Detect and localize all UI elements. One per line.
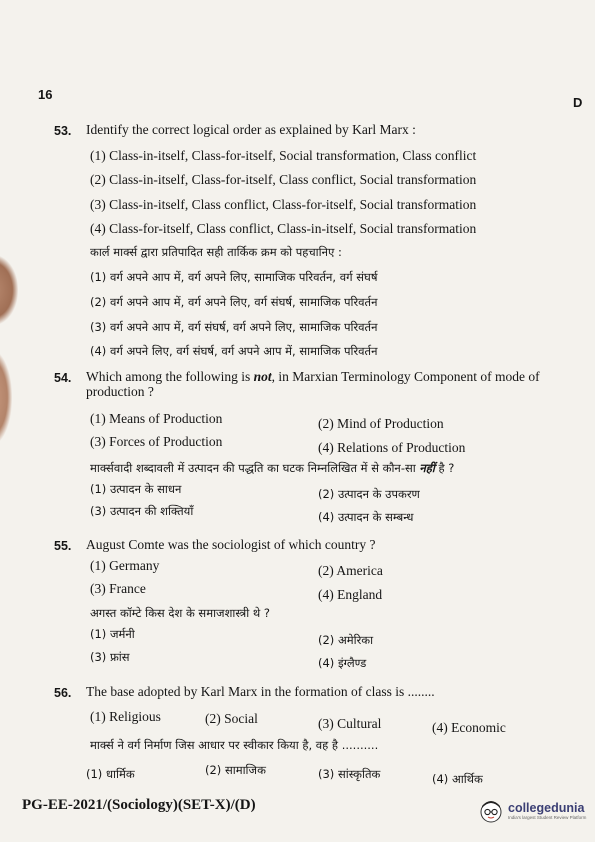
question-56-option-4: (4) Economic bbox=[432, 720, 506, 735]
question-54-option-1-hindi: (1) उत्पादन के साधन bbox=[90, 482, 182, 496]
question-56-option-1: (1) Religious bbox=[90, 709, 161, 724]
question-53-option-2-hindi: (2) वर्ग अपने आप में, वर्ग अपने लिए, वर्ग संघर्ष, सामाजिक परिवर्तन bbox=[90, 295, 378, 309]
question-56-number: 56. bbox=[54, 686, 72, 700]
footer-exam-code: PG-EE-2021/(Sociology)(SET-X)/(D) bbox=[22, 797, 256, 813]
question-54-text-hindi-end: है ? bbox=[434, 461, 455, 475]
question-56-option-4-hindi: (4) आर्थिक bbox=[432, 772, 483, 786]
question-54-number: 54. bbox=[54, 371, 72, 385]
question-53-number: 53. bbox=[54, 124, 72, 138]
question-55-text-hindi: अगस्त कॉम्टे किस देश के समाजशास्त्री थे ? bbox=[90, 606, 270, 620]
question-53-option-3: (3) Class-in-itself, Class conflict, Class-for-itself, Social transformation bbox=[90, 197, 477, 212]
question-53-text: Identify the correct logical order as explained by Karl Marx : bbox=[86, 122, 416, 137]
page-number: 16 bbox=[38, 87, 53, 102]
mascot-icon bbox=[478, 798, 504, 824]
question-53-text-hindi: कार्ल मार्क्स द्वारा प्रतिपादित सही तार्किक क्रम को पहचानिए : bbox=[90, 245, 342, 259]
question-54-option-3-hindi: (3) उत्पादन की शक्तियाँ bbox=[90, 504, 194, 518]
question-56-option-3-hindi: (3) सांस्कृतिक bbox=[318, 767, 381, 781]
question-55-number: 55. bbox=[54, 539, 72, 553]
question-54-option-1: (1) Means of Production bbox=[90, 411, 223, 426]
question-55-option-3-hindi: (3) फ्रांस bbox=[90, 650, 130, 664]
question-53-option-2: (2) Class-in-itself, Class-for-itself, Class conflict, Social transformation bbox=[90, 172, 477, 187]
question-55-option-2-hindi: (2) अमेरिका bbox=[318, 633, 374, 647]
question-56-option-2: (2) Social bbox=[205, 711, 258, 726]
question-54-text bbox=[86, 369, 546, 399]
question-53-option-4: (4) Class-for-itself, Class conflict, Class-in-itself, Social transformation bbox=[90, 221, 477, 236]
watermark-name: collegedunia bbox=[508, 800, 585, 815]
question-54-option-3: (3) Forces of Production bbox=[90, 434, 223, 449]
question-55-option-1: (1) Germany bbox=[90, 558, 160, 573]
question-54-text-start: Which among the following is bbox=[86, 369, 254, 384]
thumb-shadow-top bbox=[0, 255, 18, 325]
question-55-option-1-hindi: (1) जर्मनी bbox=[90, 627, 135, 641]
question-54-text-end: , in Marxian Terminology Component of mode of production ? bbox=[86, 369, 540, 399]
question-54-text-hindi-emphasis: नहीं bbox=[419, 461, 435, 475]
question-55-option-4-hindi: (4) इंग्लैण्ड bbox=[318, 656, 367, 670]
question-54-text-hindi bbox=[90, 461, 454, 476]
question-55-text: August Comte was the sociologist of which country ? bbox=[86, 537, 376, 552]
question-54-option-2-hindi: (2) उत्पादन के उपकरण bbox=[318, 487, 420, 501]
question-53-option-1-hindi: (1) वर्ग अपने आप में, वर्ग अपने लिए, सामाजिक परिवर्तन, वर्ग संघर्ष bbox=[90, 270, 378, 284]
question-54-text-hindi-start: मार्क्सवादी शब्दावली में उत्पादन की पद्धति का घटक निम्नलिखित में से कौन-सा bbox=[90, 461, 420, 475]
question-53-option-1: (1) Class-in-itself, Class-for-itself, Social transformation, Class conflict bbox=[90, 148, 477, 163]
question-53-option-4-hindi: (4) वर्ग अपने लिए, वर्ग संघर्ष, वर्ग अपने आप में, सामाजिक परिवर्तन bbox=[90, 344, 378, 358]
collegedunia-watermark bbox=[478, 798, 586, 824]
question-55-option-2: (2) America bbox=[318, 563, 383, 578]
question-56-text: The base adopted by Karl Marx in the formation of class is ........ bbox=[86, 684, 435, 699]
question-56-option-3: (3) Cultural bbox=[318, 716, 382, 731]
question-53-option-3-hindi: (3) वर्ग अपने आप में, वर्ग संघर्ष, वर्ग अपने लिए, सामाजिक परिवर्तन bbox=[90, 320, 378, 334]
question-54-option-4: (4) Relations of Production bbox=[318, 440, 466, 455]
set-code: D bbox=[573, 95, 583, 110]
question-55-option-3: (3) France bbox=[90, 581, 146, 596]
question-56-option-2-hindi: (2) सामाजिक bbox=[205, 763, 266, 777]
question-54-option-4-hindi: (4) उत्पादन के सम्बन्ध bbox=[318, 510, 414, 524]
watermark-tagline: India's largest Student Review Platform bbox=[508, 814, 587, 820]
question-56-text-hindi: मार्क्स ने वर्ग निर्माण जिस आधार पर स्वीकार किया है, वह है .......... bbox=[90, 738, 379, 752]
question-56-option-1-hindi: (1) धार्मिक bbox=[86, 767, 135, 781]
thumb-shadow-bottom bbox=[0, 350, 12, 445]
question-54-text-emphasis: not bbox=[253, 369, 272, 384]
question-55-option-4: (4) England bbox=[318, 587, 383, 602]
question-54-option-2: (2) Mind of Production bbox=[318, 416, 444, 431]
